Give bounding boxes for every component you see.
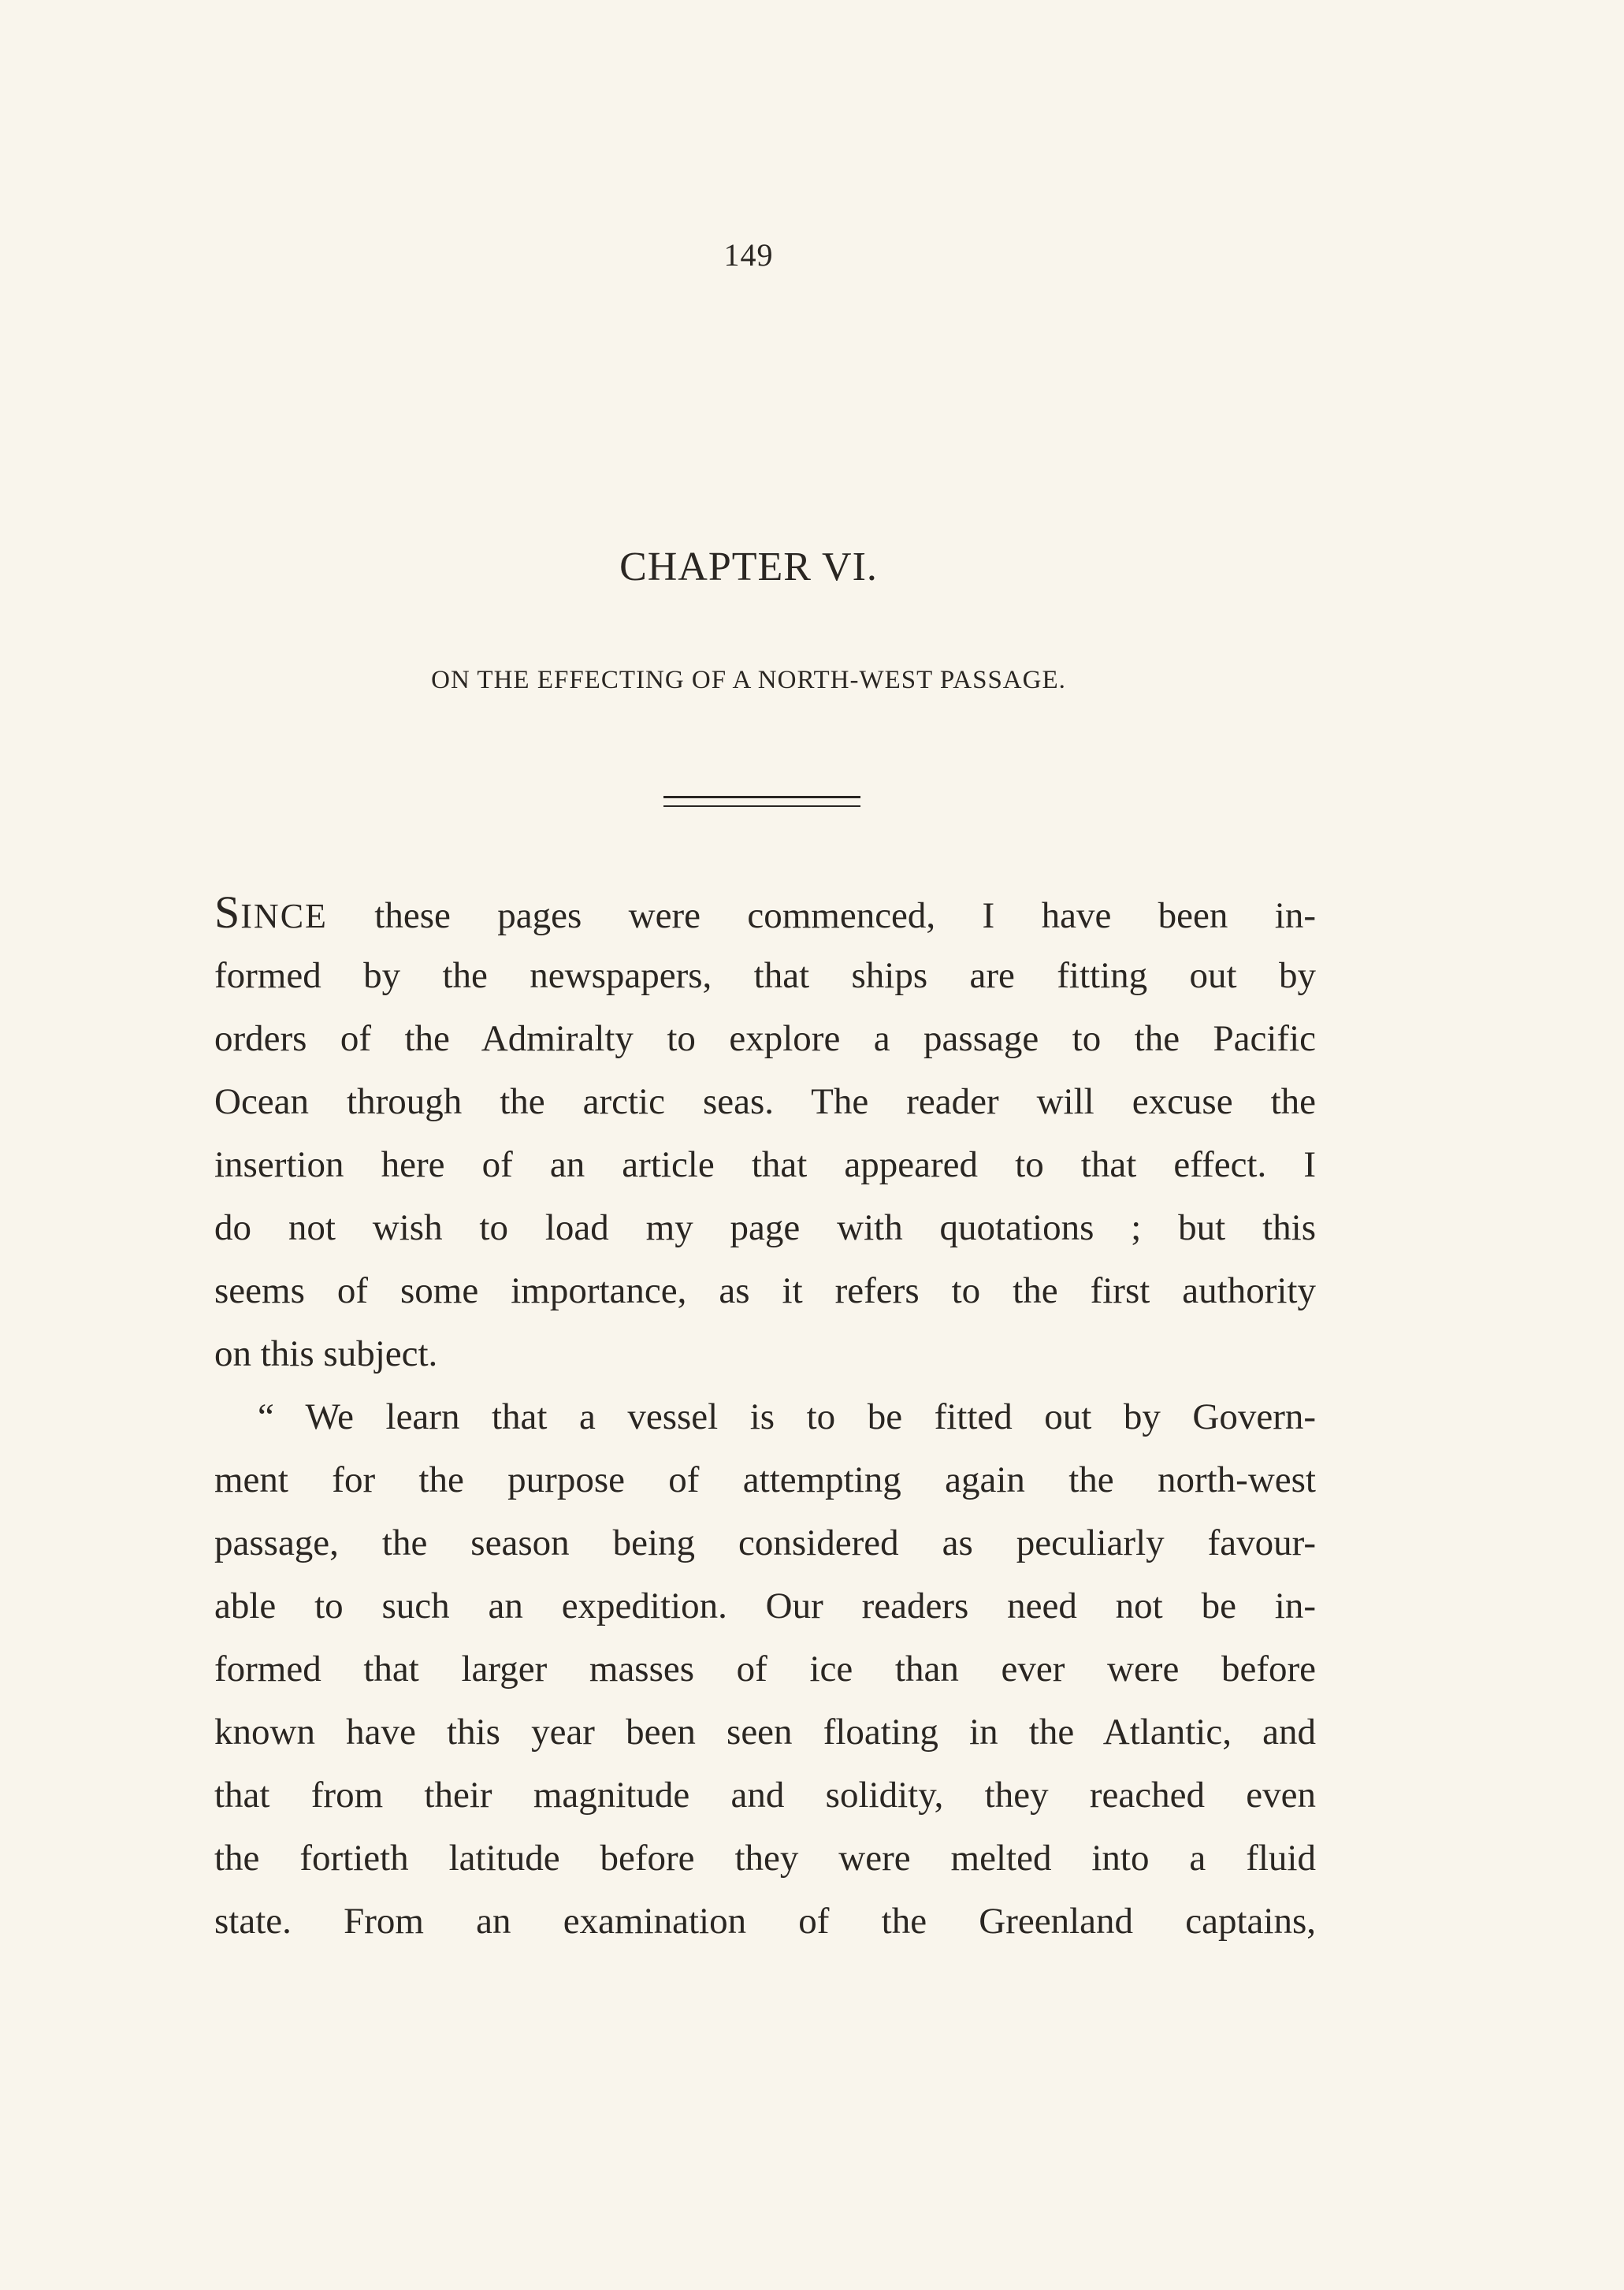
text-line: known have this year been seen floating in the Atlantic, and (214, 1712, 1316, 1753)
page-number: 149 (723, 237, 774, 273)
drop-cap: S (214, 887, 241, 938)
text-line: insertion here of an article that appeared to that effect. I (214, 1144, 1316, 1185)
text-line: ment for the purpose of attempting again the north-west (214, 1459, 1316, 1500)
text-line: the fortieth latitude before they were melted into a fluid (214, 1838, 1316, 1879)
chapter-title: CHAPTER VI. (619, 545, 878, 589)
text-line: state. From an examination of the Greenland captains, (214, 1901, 1316, 1942)
text-line: Ocean through the arctic seas. The reader will excuse the (214, 1081, 1316, 1122)
text-line: able to such an expedition. Our readers need not be in- (214, 1586, 1316, 1626)
text-line: do not wish to load my page with quotations ; but this (214, 1207, 1316, 1248)
text-line: that from their magnitude and solidity, they reached even (214, 1775, 1316, 1816)
text-line: formed that larger masses of ice than ever were before (214, 1649, 1316, 1690)
opening-word: INCE (240, 897, 328, 935)
text-line: on this subject. (214, 1333, 438, 1374)
text-line (214, 881, 1316, 944)
chapter-subtitle: ON THE EFFECTING OF A NORTH-WEST PASSAGE. (431, 666, 1066, 694)
text-line: orders of the Admiralty to explore a passage to the Pacific (214, 1018, 1316, 1059)
text-line: passage, the season being considered as peculiarly favour- (214, 1522, 1316, 1563)
body-text (214, 881, 1316, 1953)
line-text: these pages were commenced, I have been in- (327, 895, 1316, 936)
title-divider-thin (663, 805, 860, 807)
text-line: seems of some importance, as it refers to the first authority (214, 1270, 1316, 1311)
text-line: formed by the newspapers, that ships are fitting out by (214, 955, 1316, 996)
text-line: “ We learn that a vessel is to be fitted out by Govern- (258, 1396, 1316, 1437)
title-divider-thick (663, 796, 860, 798)
